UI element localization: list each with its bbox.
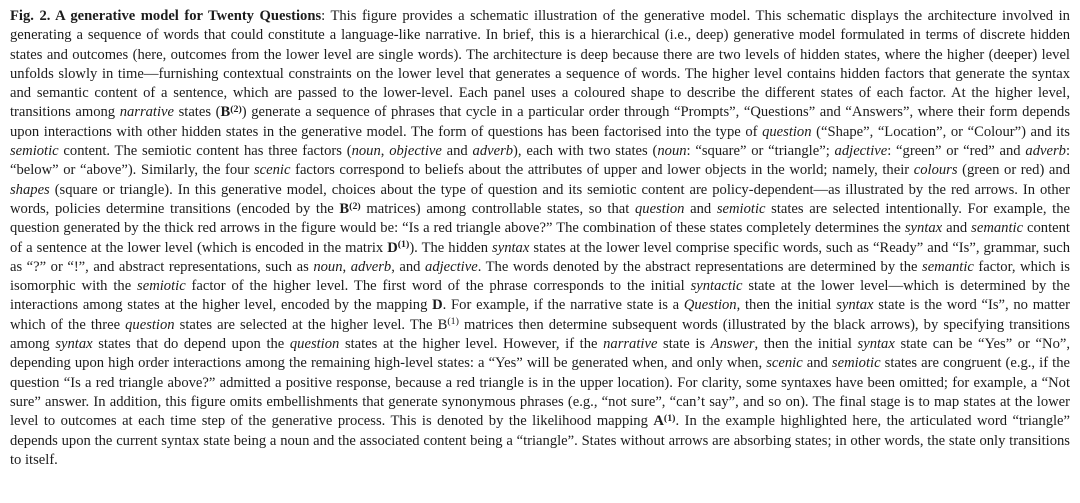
caption-segment: content of a sentence at the lower level (which is encoded in the matrix (10, 220, 1070, 256)
caption-segment: and (802, 355, 832, 372)
caption-segment: : “square” or “triangle”; (686, 143, 835, 160)
caption-segment: D (387, 239, 398, 256)
caption-segment: matrices) among controllable states, so that (360, 200, 635, 217)
caption-segment: ) generate a sequence of phrases that cycle in a particular order through “Prompts”, “Questions” and “Answers”, where their form depends upon interactions with other hidden states in the generative model. The form of questions has been factorised into the type of (10, 104, 1070, 140)
caption-segment: semantic (971, 220, 1024, 237)
caption-segment: adjective (834, 143, 888, 160)
caption-segment: adverb (350, 258, 392, 275)
caption-segment: (1) (663, 412, 676, 424)
caption-segment: ). The hidden (409, 239, 493, 256)
caption-segment: question (125, 316, 175, 333)
caption-segment: syntactic (690, 278, 743, 295)
caption-segment: factor, which is isomorphic with the (10, 258, 1070, 295)
caption-segment: semiotic (10, 143, 59, 160)
caption-segment: states are congruent (e.g., if the question “Is a red triangle above?” admitted a positive response, because a red triangle is in the upper location). For clarity, some syntaxes have been omitted; for example, a “Not sure” answer. In addition, this figure omits embellishments that generate synonymous phrases (e.g., “not sure”, “can’t say”, and so on). The final stage is to map states at the lower level to outcomes at each time step of the generative process. This is denoted by the likelihood mapping (10, 355, 1070, 430)
caption-segment: B (339, 200, 350, 217)
caption-segment: noun (313, 258, 343, 275)
caption-segment: states are selected at the higher level. The B (174, 316, 448, 333)
caption-segment: semiotic (831, 355, 881, 372)
caption-segment: , then the initial (754, 336, 858, 353)
caption-segment: scenic (766, 355, 803, 372)
caption-segment: states are selected intentionally. For example, the question generated by the thick red arrows in the figure would be: “Is a red triangle above?” The combination of these states completely determines the (10, 200, 1071, 237)
caption-segment: Question (683, 297, 737, 314)
caption-segment: adjective (425, 258, 478, 275)
caption-segment: factors correspond to beliefs about the attributes of upper and lower objects in the world; namely, their (290, 162, 914, 179)
caption-segment: : “below” or “above”). Similarly, the four (10, 143, 1070, 179)
caption-segment: semiotic (716, 200, 766, 217)
caption-segment: question (762, 123, 812, 140)
caption-segment: . For example, if the narrative state is a (442, 297, 684, 314)
caption-segment: states that do depend upon the (92, 336, 290, 353)
caption-segment: noun (351, 143, 381, 160)
caption-segment: (1) (447, 316, 459, 328)
caption-segment: B (220, 104, 231, 121)
caption-segment: state is the word “Is”, no matter which of the three (10, 297, 1070, 333)
caption-segment: syntax (836, 297, 874, 314)
caption-segment: D (432, 297, 443, 314)
caption-segment: states at the lower level comprise specific words, such as “Ready” and “Is”, grammar, such as “?” or “!”, and abstract representations, such as (10, 239, 1070, 275)
caption-segment: syntax (55, 336, 93, 353)
caption-segment: (“Shape”, “Location”, or “Colour”) and its (811, 123, 1070, 140)
caption-segment: , and (391, 258, 426, 275)
caption-segment: (2) (349, 200, 361, 212)
caption-segment: . The words denoted by the abstract representations are determined by the (477, 258, 923, 275)
caption-segment: noun (657, 143, 687, 160)
caption-segment: narrative (119, 104, 175, 121)
caption-segment: Answer (710, 336, 755, 353)
caption-segment: states ( (174, 104, 221, 121)
caption-segment: , (380, 143, 390, 160)
caption-segment: semiotic (137, 278, 186, 295)
caption-segment: , then the initial (736, 297, 837, 314)
caption-segment: matrices then determine subsequent words (illustrated by the black arrows), by specifying transitions among (10, 316, 1070, 353)
caption-segment: state can be “Yes” or “No”, depending upon high order interactions among the remaining high-level states: a “Yes” will be generated when, and only when, (10, 336, 1070, 372)
caption-segment: , (342, 258, 351, 275)
caption-segment: and (441, 143, 473, 160)
caption-segment: narrative (603, 336, 658, 353)
caption-segment: syntax (492, 239, 530, 256)
caption-segment: shapes (10, 181, 50, 198)
caption-segment: adverb (472, 143, 514, 160)
caption-segment: scenic (254, 162, 291, 179)
caption-segment: colours (913, 162, 958, 179)
caption-segment: semantic (922, 258, 974, 275)
caption-segment: syntax (904, 220, 943, 237)
caption-segment: : “green” or “red” and (887, 143, 1026, 160)
caption-segment: question (289, 336, 340, 353)
caption-segment: (square or triangle). In this generative model, choices about the type of question and its semiotic content are policy-dependent—as illustrated by the red arrows. In other words, policies determine transitions (encoded by the (10, 181, 1070, 217)
caption-segment: . In the example highlighted here, the articulated word “triangle” depends upon the current syntax state being a noun and the associated content being a “triangle”. States without arrows are absorbing states; in other words, the state only transitions to itself. (10, 413, 1070, 468)
caption-segment: Fig. 2. A generative model for Twenty Questions (10, 8, 322, 24)
caption-segment: objective (389, 143, 442, 160)
caption-segment: (2) (230, 104, 242, 116)
caption-segment: and (942, 220, 972, 237)
caption-segment: : This figure provides a schematic illustration of the generative model. This schematic displays the architecture involved in generating a sequence of words that could constitute a language-like narrative. In brief, this is a hierarchical (i.e., deep) generative model formulated in terms of discrete hidden states and outcomes (here, outcomes from the lower level are single words). The architecture is deep because there are two levels of hidden states, where the higher (deeper) level unfolds slowly in time—furnishing contextual constraints on the lower level that generates a sequence of words. The higher level contains hidden factors that generate the syntax and semantic content of a sentence, which are passed to the lower-level. Each panel uses a coloured shape to describe the different states of each factor. At the higher level, transitions among (10, 8, 1070, 121)
caption-segment: states at the higher level. However, if the (339, 336, 604, 353)
caption-segment: content. The semiotic content has three factors ( (58, 143, 352, 160)
caption-segment: syntax (857, 336, 895, 353)
caption-segment: ), each with two states ( (513, 143, 658, 160)
caption-segment: state is (657, 336, 711, 353)
caption-segment: state at the lower level—which is determined by the interactions among states at the higher level, encoded by the mapping (10, 278, 1070, 314)
caption-segment: question (634, 200, 685, 217)
caption-segment: (green or red) and (957, 162, 1070, 179)
caption-segment: A (653, 413, 664, 430)
caption-segment: and (684, 200, 717, 217)
figure-caption (10, 7, 1070, 470)
caption-segment: factor of the higher level. The first word of the phrase corresponds to the initial (185, 278, 691, 295)
caption-segment: adverb (1025, 143, 1066, 160)
caption-segment: (1) (397, 239, 410, 251)
